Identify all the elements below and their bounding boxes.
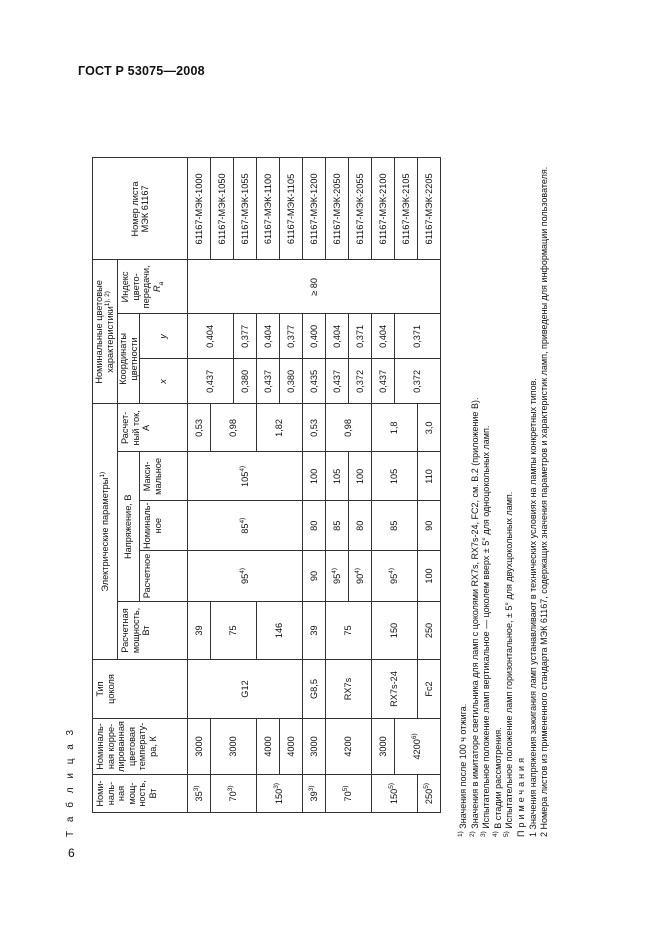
table-row: 39$^{3)}$ 3000 G8,5 39 90 80 100 0,53 0,435 0,400 61167-МЭК-1200 [303,158,326,813]
table-row: 70$^{3)}$ 3000 75 0,98 61167-МЭК-1050 [211,158,234,813]
table-row: 70$^{5)}$ 4200 RX7s 75 95$^{4)}$ 85 105 0,98 0,437 0,404 61167-МЭК-2050 [326,158,349,813]
cri-value: ≥ 80 [188,260,441,314]
document-header: ГОСТ Р 53075—2008 [78,64,205,78]
header-v-nom: Номиналь- ное [140,501,188,551]
table-row: 250$^{5)}$ Fc2 250 100 90 110 3,0 61167-МЭК-2205 [418,158,441,813]
header-x: x [140,359,188,404]
header-current: Расчет- ный ток, А [118,404,188,452]
header-coordinates: Координаты цветности [118,314,140,404]
table-row: 4200$^{6)}$ 0,372 0,371 61167-МЭК-2105 [395,158,418,813]
header-v-max: Макси- мальное [140,452,188,501]
footnotes: $^{1)}$ Значения после 100 ч отжига. $^{2)}$ Значения в имитаторе светильника для ламп с цоколями RX7s, RX7s-24, FC2, см. В.2 (приложение В). $^{3)}$ Испытательное положение ламп вертикальное — цоколем вверх ± 5° для одноцокольных ламп. $^{4)}$ В стадии рассмотрения. $^{5)}$ Испытательное положение ламп горизонтальное, ± 5° для двухцокольных ламп. Примечания 1 Значения напряжения зажигания ламп устанавливают в технических условиях на лампы конкретных типов. 2 Номера листов из примененного стандарта МЭК 61167, содержащих значения параметров и характеристик ламп, приведены для информации пользователя. [458,77,551,837]
lamp-parameters-table [92,157,441,813]
table-row: 0,380 0,377 61167-МЭК-1055 [234,158,257,813]
header-sheet-number: Номер листа МЭК 61167 [93,158,188,260]
header-color-characteristics: Номинальные цветовые характеристики$^{1), 2)}$ [93,260,118,404]
header-v-calc: Расчетное [140,551,188,602]
header-electrical: Электрические параметры$^{1)}$ [93,404,118,660]
table-row: 150$^{5)}$ 3000 RX7s-24 150 95$^{4)}$ 85 105 1,8 0,437 0,404 61167-МЭК-2100 [372,158,395,813]
header-power: Номи- наль- ная мощ- ность, Вт [93,775,188,813]
page-number: 6 [68,846,75,860]
header-voltage: Напряжение, В [118,452,140,602]
header-y: y [140,314,188,359]
table-row: 4000 0,380 0,377 61167-МЭК-1105 [280,158,303,813]
table-row: 90$^{4)}$ 80 100 0,372 0,371 61167-МЭК-2055 [349,158,372,813]
table-row: 35$^{3)}$ 3000 G12 39 95$^{4)}$ 85$^{4)}$ 105$^{4)}$ 0,53 0,437 0,404 ≥ 80 61167-МЭК-1000 [188,158,211,813]
header-cct: Номиналь- ная корре- лированная цветовая температу- ра, К [93,719,188,775]
header-calc-power: Расчетная мощность, Вт [118,602,188,660]
header-cri: Индекс цвето- передачи, $R_a$ [118,260,188,314]
table-row: 150$^{3)}$ 4000 146 1,82 0,437 0,404 61167-МЭК-1100 [257,158,280,813]
rotated-content [62,65,562,845]
table-caption: Т а б л и ц а 3 [65,726,76,837]
header-base: Тип цоколя [93,660,188,719]
notes-title: Примечания [515,755,526,837]
